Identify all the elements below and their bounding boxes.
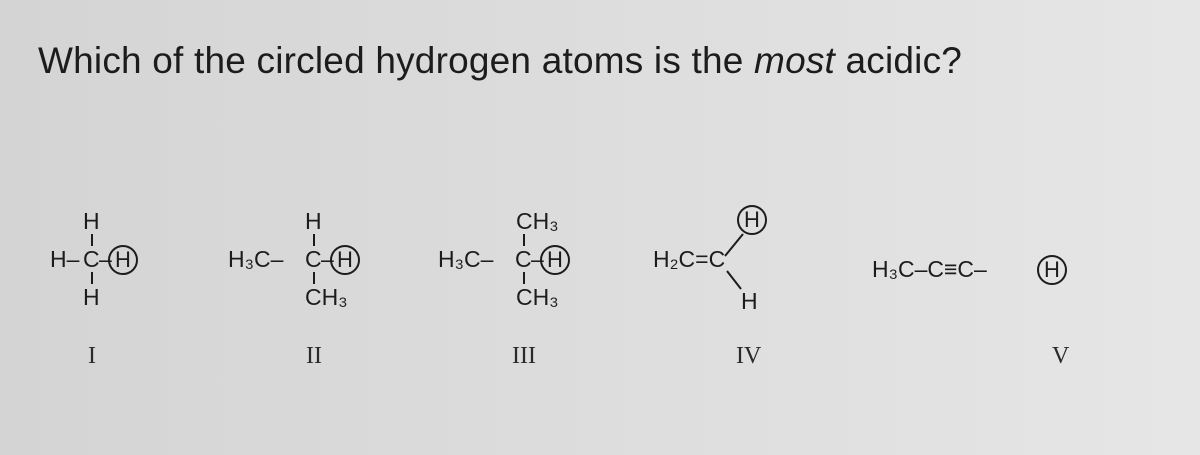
label-ii: II	[306, 343, 322, 369]
label-v: V	[1052, 343, 1070, 369]
bond-bottom	[313, 272, 315, 284]
bond-bottom	[523, 272, 525, 284]
question-part-2: acidic?	[835, 40, 963, 81]
bond-to-circled	[721, 230, 761, 260]
circled-hydrogen: H	[108, 245, 138, 275]
bottom-h: H	[741, 288, 758, 314]
molecule-v	[872, 210, 1092, 330]
molecule-iv	[653, 205, 793, 330]
circled-hydrogen: H	[540, 245, 570, 275]
bond-bottom	[91, 272, 93, 284]
circled-hydrogen: H	[1037, 255, 1067, 285]
bottom-group: H	[83, 284, 100, 310]
bond-top	[523, 234, 525, 246]
molecule-iii	[438, 210, 608, 330]
bond-top	[313, 234, 315, 246]
left-group: H₂C=C	[653, 246, 726, 272]
bottom-group: CH₃	[305, 284, 348, 310]
label-iii: III	[512, 343, 536, 369]
top-h: H	[305, 208, 322, 234]
top-h: H	[83, 208, 100, 234]
top-group: CH₃	[516, 208, 559, 234]
bottom-group: CH₃	[516, 284, 559, 310]
question-part-1: Which of the circled hydrogen atoms is the	[38, 40, 755, 81]
left-group: H–	[50, 246, 80, 272]
molecule-ii	[228, 210, 388, 330]
question-emphasis: most	[754, 40, 836, 81]
circled-hydrogen: H	[330, 245, 360, 275]
left-group: H₃C–	[228, 246, 284, 272]
molecule-i	[50, 210, 180, 330]
bond-top	[91, 234, 93, 246]
label-iv: IV	[736, 343, 762, 369]
circled-hydrogen: H	[737, 205, 767, 235]
left-group: H₃C–C≡C–	[872, 256, 987, 282]
bond-to-circled: –	[99, 246, 112, 272]
question-text	[38, 40, 962, 82]
center-carbon: C	[515, 246, 532, 272]
center-carbon: C	[83, 246, 100, 272]
left-group: H₃C–	[438, 246, 494, 272]
center-carbon: C	[305, 246, 322, 272]
label-i: I	[88, 343, 96, 369]
bond-to-circled: –	[321, 246, 334, 272]
bond-to-circled: –	[531, 246, 544, 272]
